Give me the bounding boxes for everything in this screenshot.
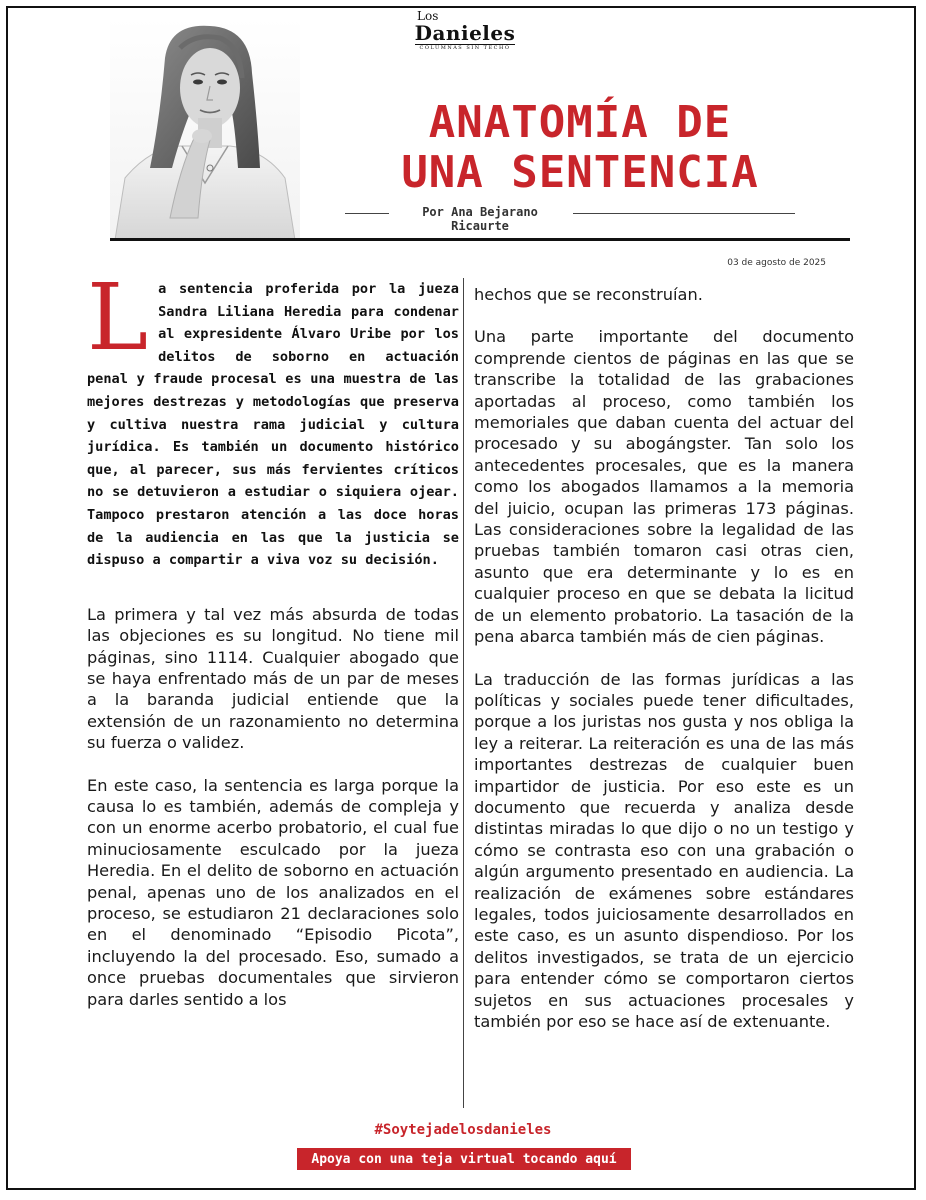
byline-rule-right: [573, 213, 795, 214]
hashtag-link[interactable]: #Soytejadelosdanieles: [374, 1122, 552, 1138]
logo-danieles-text: Danieles: [414, 21, 516, 45]
article-paragraph: Una parte importante del documento comprende cientos de páginas en las que se transcribe la totalidad de las grabaciones aportadas al proceso, como también los memoriales que daban cuenta del actuar del procesado y su abogángster. Tan solo los antecedentes procesales, que es la manera como los abogados llamamos a la memoria del juicio, ocupan las primeras 173 páginas. Las consideraciones sobre la legalidad de las pruebas también tomaron casi otras cien, asunto que era determinante y lo es en cualquier proceso en que se debata la licitud de un elemento probatorio. La tasación de la pena abarca también más de cien páginas.: [474, 327, 854, 647]
article-lead-paragraph: [87, 264, 459, 572]
header-divider: [110, 238, 850, 241]
article-title-line-2: UNA SENTENCIA: [401, 147, 759, 198]
publication-logo[interactable]: [395, 10, 535, 52]
byline-row: [345, 205, 795, 233]
lead-text: a sentencia proferida por la jueza Sandra Liliana Heredia para condenar al expresidente Álvaro Uribe por los delitos de soborno en actuación penal y fraude procesal es una muestra de las mejores destrezas y metodologías que preserva y cultiva nuestra rama judicial y cultura jurídica. Es también un documento histórico que, al parecer, sus más fervientes críticos no se detuvieron a estudiar o siquiera ojear. Tampoco prestaron atención a las doce horas de la audiencia en las que la justicia se dispuso a compartir a viva voz su decisión.: [87, 281, 459, 569]
article-paragraph: La traducción de las formas jurídicas a las políticas y sociales puede tener dificultades, porque a los juristas nos gusta y nos obliga la ley a reiterar. La reiteración es una de las más importantes destrezas de cualquier buen impartidor de justicia. Por eso este es un documento que recuerda y analiza desde distintas miradas lo que dijo o no un testigo y cómo se contrasta eso con una grabación o algún argumento presentado en audiencia. La realización de exámenes sobre estándares legales, todos juiciosamente desarrollados en este caso, es un asunto dispendioso. Por los delitos investigados, se trata de un ejercicio para entender cómo se comportaron ciertos sujetos en sus actuaciones procesales y también por eso se hace así de extenuante.: [474, 669, 854, 1031]
article-paragraph: En este caso, la sentencia es larga porque la causa lo es también, además de compleja y con un enorme acerbo probatorio, el cual fue minuciosamente esculcado por la jueza Heredia. En el delito de soborno en actuación penal, apenas uno de los analizados en el proceso, se estudiaron 21 declaraciones solo en el denominado “Episodio Picota”, incluyendo la del procesado. Eso, sumado a once pruebas documentales que sirvieron para darles sentido a los: [87, 775, 459, 1009]
article-title-line-1: ANATOMÍA DE: [428, 97, 732, 148]
column-divider: [463, 278, 464, 1108]
byline-rule-left: [345, 213, 389, 214]
support-cta-button[interactable]: Apoya con una teja virtual tocando aquí: [297, 1148, 631, 1170]
article-title: [320, 98, 840, 198]
article-paragraph: hechos que se reconstruían.: [474, 285, 703, 304]
article-paragraph: La primera y tal vez más absurda de todas las objeciones es su longitud. No tiene mil páginas, sino 1114. Cualquier abogado que se haya enfrentado más de un par de meses a la baranda judicial entiende que la extensión de un razonamiento no determina su fuerza o validez.: [87, 604, 459, 753]
drop-cap: L: [87, 264, 149, 371]
publication-date: 03 de agosto de 2025: [727, 258, 826, 268]
logo-los-text: Los: [417, 9, 439, 23]
byline: Por Ana Bejarano Ricaurte: [422, 205, 538, 233]
author-portrait-image: [110, 18, 300, 240]
article-column-left: [87, 264, 459, 1010]
logo-tagline: COLUMNAS SIN TECHO: [415, 44, 515, 52]
author-photo: [110, 18, 300, 240]
article-column-right: [474, 284, 854, 1032]
